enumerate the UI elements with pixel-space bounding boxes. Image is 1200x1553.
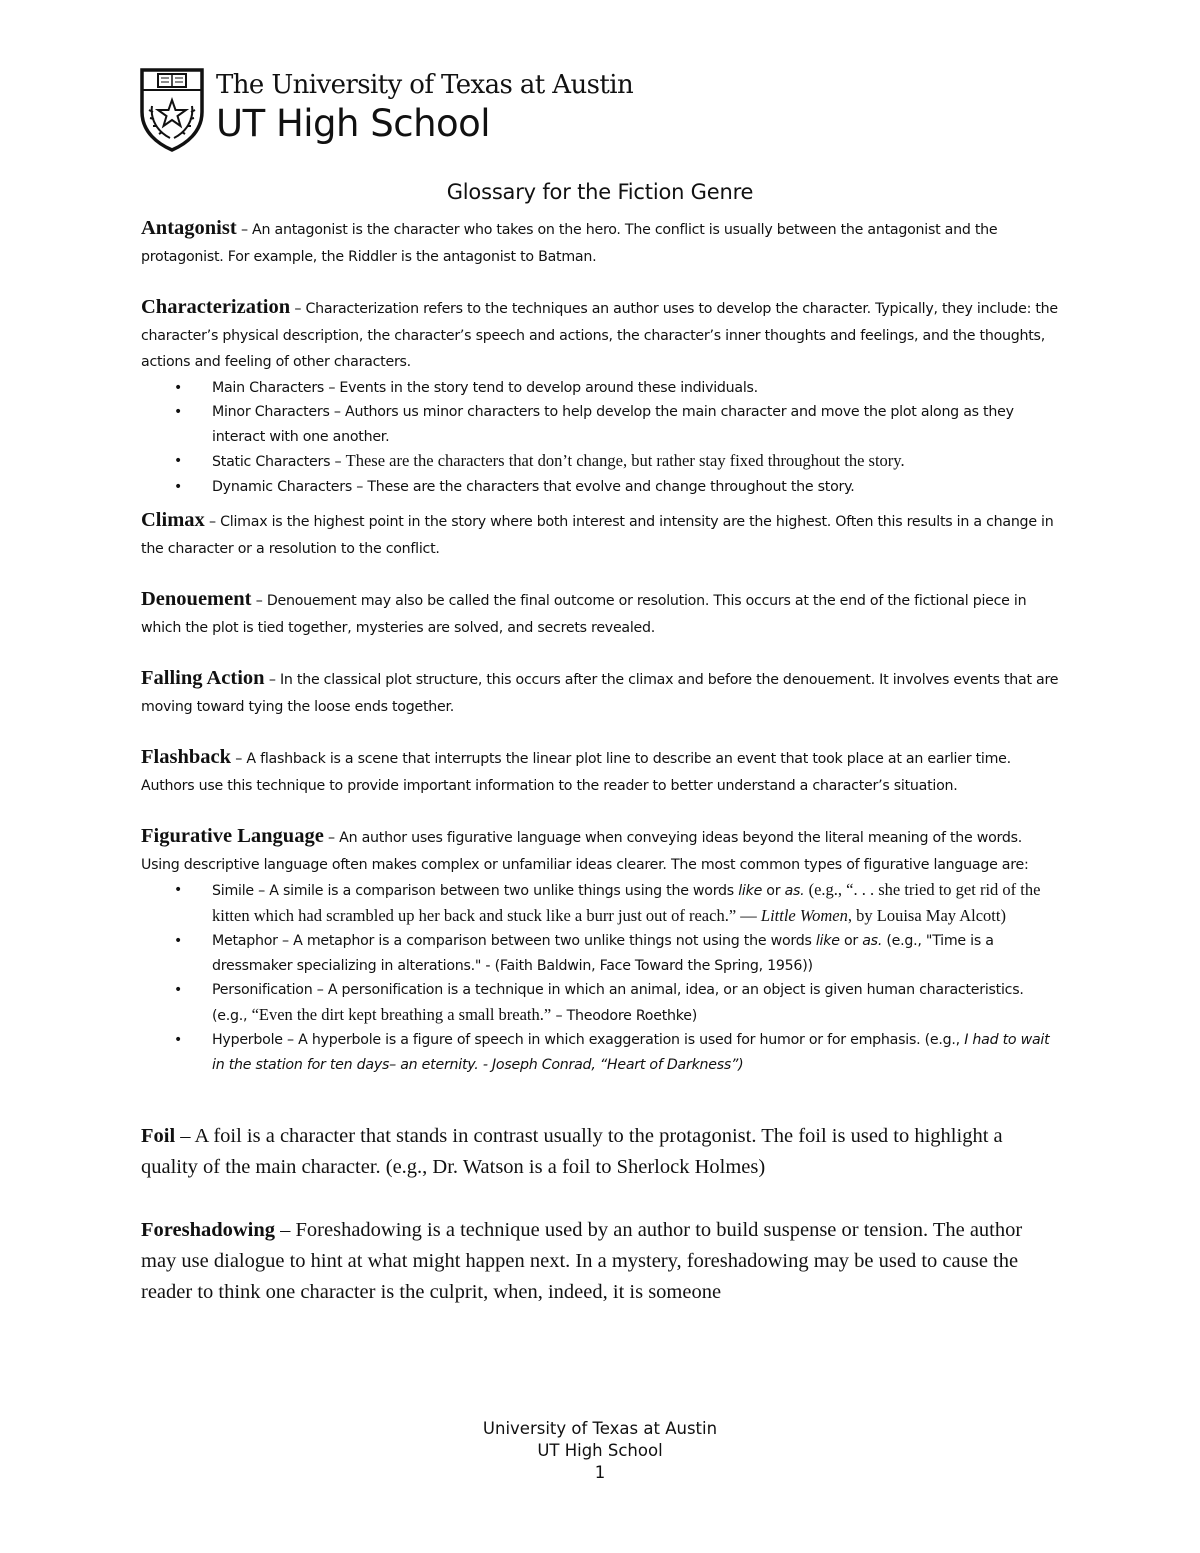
school-name: UT High School (216, 102, 491, 145)
bullet-icon: • (174, 379, 183, 396)
entry-falling-action (141, 665, 1061, 720)
list-item-hyperbole: • Hyperbole – A hyperbole is a figure of speech in which exaggeration is used for humor or for emphasis. (e.g., I had to wait in the station for ten days– an eternity. - Joseph Conrad, “Heart of Darkness”) (141, 1028, 1061, 1077)
term-denouement: Denouement (141, 588, 252, 610)
list-item-simile: • Simile – A simile is a comparison between two unlike things using the words like or as. (e.g., “. . . she tried to get rid of the kitten which had scrambled up her back and stuck like a burr just out of reach.” — Little Women, by Louisa May Alcott) (174, 880, 1041, 925)
entry-climax (141, 507, 1061, 562)
page-footer (0, 1418, 1200, 1484)
definition-characterization: – Characterization refers to the techniques an author uses to develop the character. Typically, they include: the character’s physical description, the character’s speech and actions, the character’s inner thoughts and feelings, and the thoughts, actions and feeling of other characters. (141, 301, 1058, 370)
term-characterization: Characterization (141, 296, 291, 318)
entry-denouement (141, 586, 1061, 641)
definition-falling-action: – In the classical plot structure, this occurs after the climax and before the denouement. It involves events that are moving toward tying the loose ends together. (141, 672, 1059, 715)
bullet-icon: • (174, 933, 183, 949)
term-figurative-language: Figurative Language (141, 825, 324, 847)
list-item: • Minor Characters – Authors us minor characters to help develop the main character and move the plot along as they interact with one another. (141, 400, 1061, 449)
list-item: • Dynamic Characters – These are the characters that evolve and change throughout the story. (141, 475, 1061, 500)
list-item: • Main Characters – Events in the story tend to develop around these individuals. (141, 376, 1061, 401)
definition-foil: – A foil is a character that stands in contrast usually to the protagonist. The foil is used to highlight a quality of the main character. (e.g., Dr. Watson is a foil to Sherlock Holmes) (141, 1125, 1003, 1178)
bullet-icon: • (174, 453, 183, 469)
bullet-icon: • (174, 1032, 183, 1048)
list-item: • Static Characters – These are the characters that don’t change, but rather stay fixed throughout the story. (141, 449, 1061, 475)
glossary-body (141, 215, 1061, 1308)
bullet-icon: • (174, 478, 183, 495)
definition-foreshadowing: – Foreshadowing is a technique used by an author to build suspense or tension. The author may use dialogue to hint at what might happen next. In a mystery, foreshadowing may be used to cause the reader to think one character is the culprit, when, indeed, it is someone (141, 1219, 1023, 1303)
page-number: 1 (594, 1463, 606, 1482)
definition-figurative-language: – An author uses figurative language when conveying ideas beyond the literal meaning of the words. Using descriptive language often makes complex or unfamiliar ideas clearer. The most common types of figurative language are: (141, 830, 1029, 873)
figurative-types-list (141, 878, 1061, 1077)
ut-seal-logo (138, 66, 206, 152)
footer-school: UT High School (537, 1441, 663, 1460)
letterhead (138, 66, 633, 152)
bullet-icon: • (174, 882, 183, 898)
definition-climax: – Climax is the highest point in the story where both interest and intensity are the highest. Often this results in a change in the character or a resolution to the conflict. (141, 514, 1054, 557)
university-name: The University of Texas at Austin (216, 70, 634, 100)
definition-denouement: – Denouement may also be called the final outcome or resolution. This occurs at the end of the fictional piece in which the plot is tied together, mysteries are solved, and secrets revealed. (141, 593, 1027, 636)
list-item-metaphor: • Metaphor – A metaphor is a comparison between two unlike things not using the words like or as. (e.g., "Time is a dressmaker specializing in alterations." - (Faith Baldwin, Face Toward the Spring, 1956)) (141, 929, 1061, 978)
entry-foil (141, 1121, 1061, 1183)
entry-foreshadowing (141, 1215, 1061, 1308)
term-foreshadowing: Foreshadowing (141, 1219, 276, 1241)
footer-university: University of Texas at Austin (482, 1419, 718, 1438)
term-climax: Climax (141, 509, 205, 531)
definition-antagonist: – An antagonist is the character who takes on the hero. The conflict is usually between the antagonist and the protagonist. For example, the Riddler is the antagonist to Batman. (141, 222, 998, 265)
entry-figurative-language (141, 823, 1061, 878)
entry-flashback (141, 744, 1061, 799)
term-flashback: Flashback (141, 746, 231, 768)
term-antagonist: Antagonist (141, 217, 237, 239)
entry-characterization (141, 294, 1061, 376)
definition-flashback: – A flashback is a scene that interrupts the linear plot line to describe an event that took place at an earlier time. Authors use this technique to provide important information to the reader to better understand a character’s situation. (141, 751, 1011, 794)
entry-antagonist (141, 215, 1061, 270)
page-title: Glossary for the Fiction Genre (446, 180, 754, 204)
term-falling-action: Falling Action (141, 667, 265, 689)
character-types-list (141, 376, 1061, 500)
bullet-icon: • (174, 982, 183, 998)
term-foil: Foil (141, 1125, 176, 1147)
list-item-personification: • Personification – A personification is a technique in which an animal, idea, or an object is given human characteristics. (e.g., “Even the dirt kept breathing a small breath.” – Theodore Roethke) (141, 978, 1061, 1028)
bullet-icon: • (174, 404, 183, 420)
